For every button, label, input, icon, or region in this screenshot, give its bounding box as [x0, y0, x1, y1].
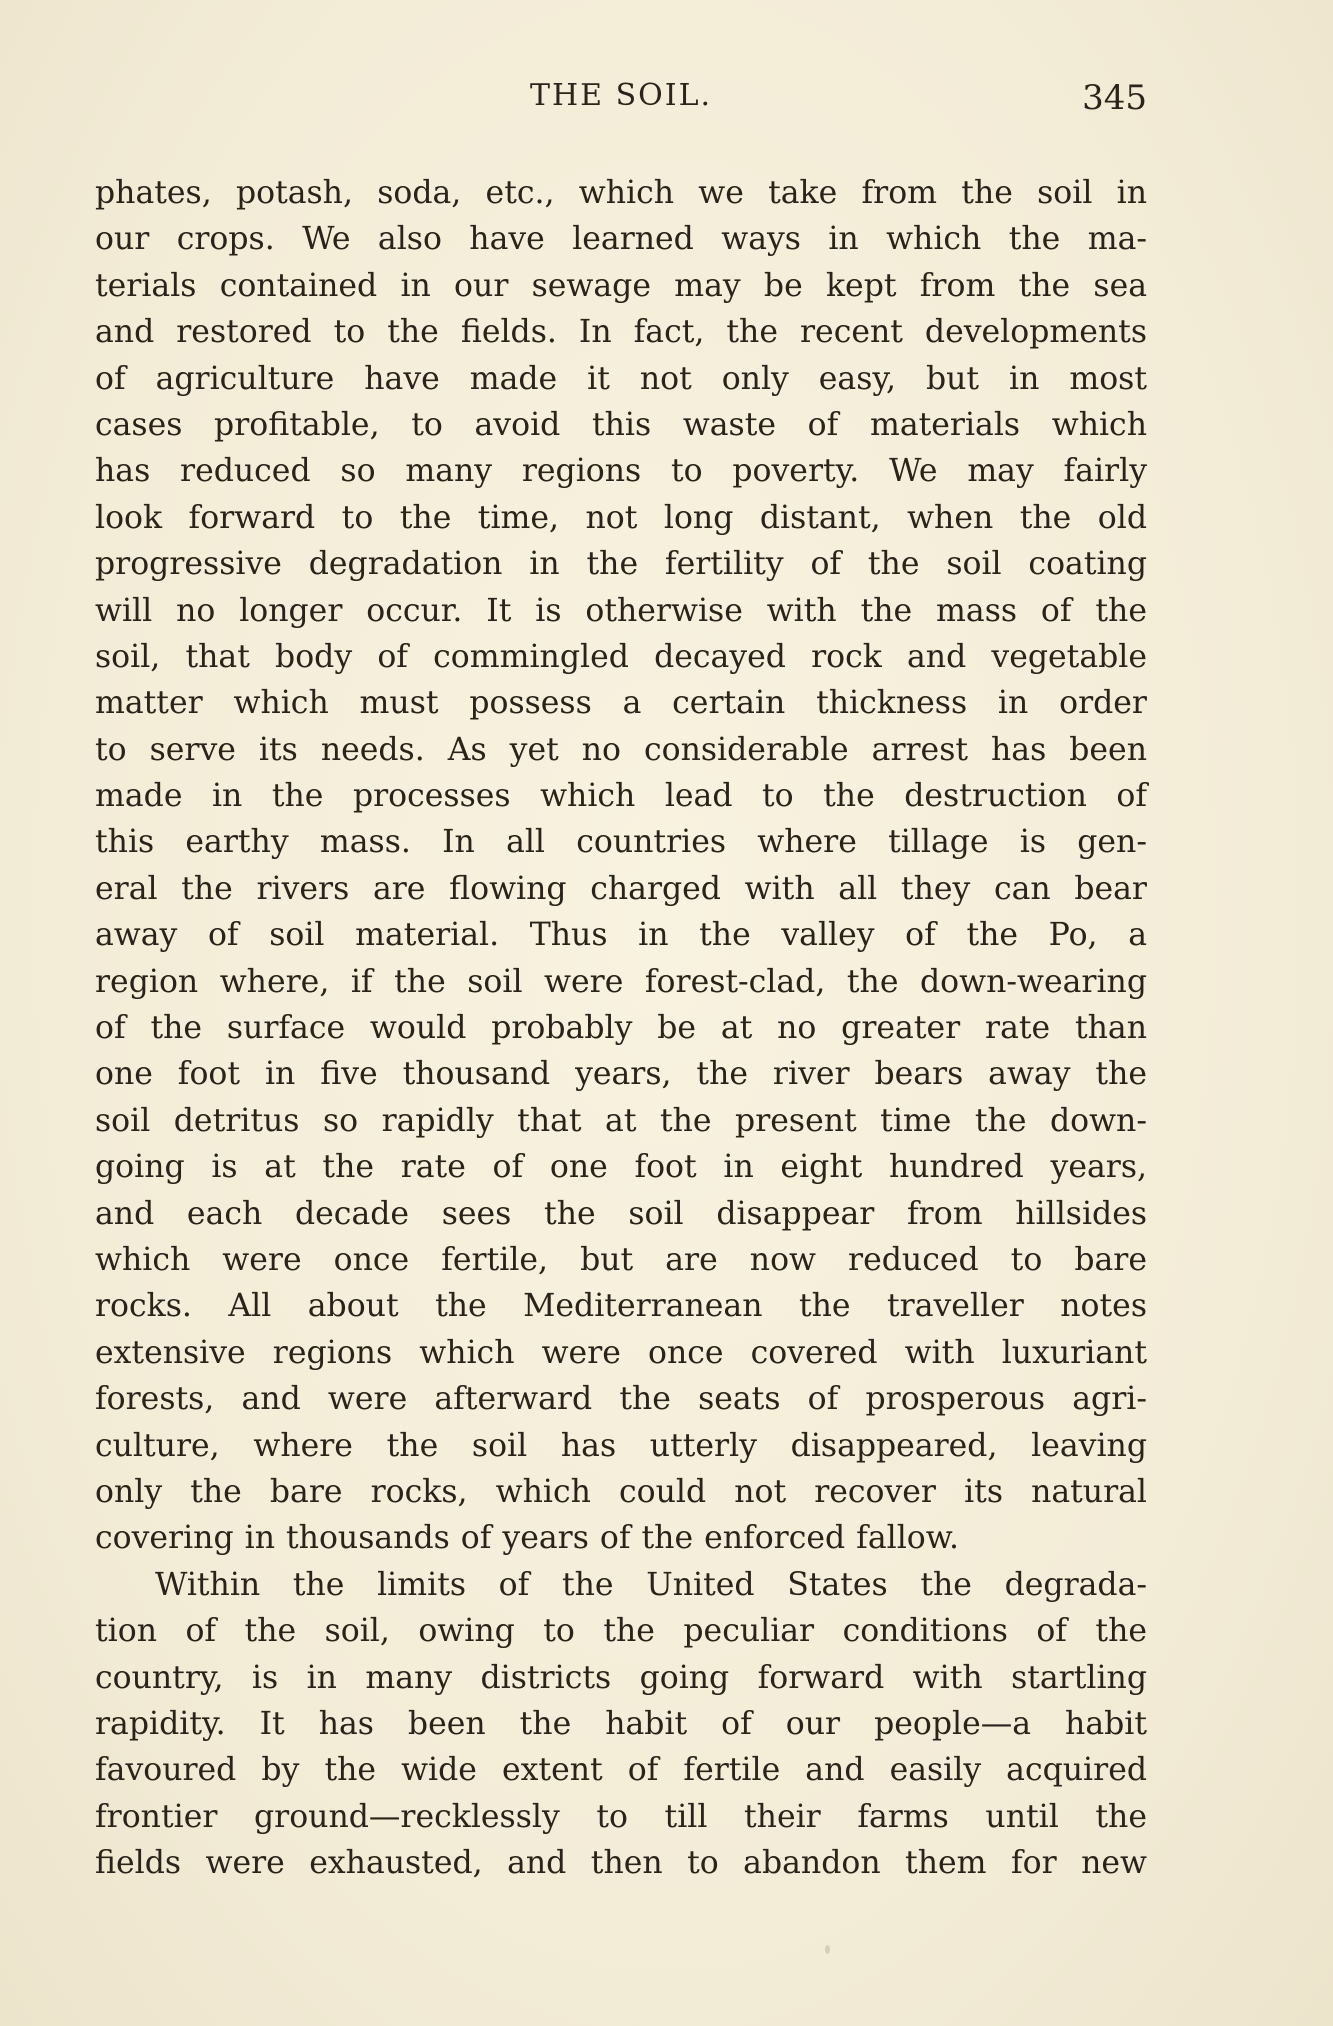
text-line: has reduced so many regions to poverty. We may fairly — [95, 453, 1147, 490]
text-line: terials contained in our sewage may be kept from the sea — [95, 267, 1147, 304]
text-line: of agriculture have made it not only easy, but in most — [95, 360, 1147, 397]
text-line: extensive regions which were once covered with luxuriant — [95, 1334, 1147, 1371]
text-line: rocks. All about the Mediterranean the traveller notes — [95, 1288, 1147, 1325]
text-line: phates, potash, soda, etc., which we take from the soil in — [95, 175, 1147, 211]
text-line: this earthy mass. In all countries where tillage is gen- — [95, 824, 1147, 861]
paragraph-end-line: covering in thousands of years of the enforced fallow. — [95, 1520, 959, 1557]
text-line: favoured by the wide extent of fertile and easily acquired — [95, 1752, 1147, 1789]
text-line: which were once fertile, but are now reduced to bare — [95, 1241, 1147, 1278]
text-line: our crops. We also have learned ways in which the ma- — [95, 221, 1147, 258]
text-line: will no longer occur. It is otherwise with the mass of the — [95, 592, 1147, 629]
text-line: soil detritus so rapidly that at the present time the down- — [95, 1102, 1147, 1139]
text-line: frontier ground—recklessly to till their farms until the — [95, 1798, 1147, 1835]
text-line: going is at the rate of one foot in eight hundred years, — [95, 1149, 1147, 1186]
text-line: culture, where the soil has utterly disappeared, leaving — [95, 1427, 1147, 1464]
text-line: and restored to the fields. In fact, the recent developments — [95, 314, 1147, 351]
text-line: region where, if the soil were forest-clad, the down-wearing — [95, 963, 1147, 1000]
text-line: look forward to the time, not long distant, when the old — [95, 499, 1147, 536]
text-line: country, is in many districts going forward with startling — [95, 1659, 1147, 1696]
running-title: THE SOIL. — [529, 78, 713, 113]
running-head — [95, 78, 1147, 128]
text-line: fields were exhausted, and then to abandon them for new — [95, 1845, 1147, 1882]
text-line: soil, that body of commingled decayed rock and vegetable — [95, 638, 1147, 675]
text-line: eral the rivers are flowing charged with all they can bear — [95, 870, 1147, 907]
page-number: 345 — [1082, 78, 1147, 118]
body-text — [95, 170, 1147, 1886]
paper-smudge — [825, 1945, 830, 1954]
text-line: to serve its needs. As yet no considerable arrest has been — [95, 731, 1147, 768]
text-line: and each decade sees the soil disappear from hillsides — [95, 1195, 1147, 1232]
text-line: one foot in five thousand years, the river bears away the — [95, 1056, 1147, 1093]
text-line: tion of the soil, owing to the peculiar conditions of the — [95, 1613, 1147, 1650]
text-line: made in the processes which lead to the destruction of — [95, 778, 1147, 815]
text-line: cases profitable, to avoid this waste of materials which — [95, 406, 1147, 443]
text-line: of the surface would probably be at no greater rate than — [95, 1010, 1147, 1047]
text-line: away of soil material. Thus in the valley of the Po, a — [95, 917, 1147, 954]
text-line: only the bare rocks, which could not recover its natural — [95, 1473, 1147, 1510]
text-line: forests, and were afterward the seats of prosperous agri- — [95, 1381, 1147, 1418]
text-line: progressive degradation in the fertility of the soil coating — [95, 546, 1147, 583]
text-line: rapidity. It has been the habit of our people—a habit — [95, 1705, 1147, 1742]
text-line: matter which must possess a certain thickness in order — [95, 685, 1147, 722]
paragraph-start-line: Within the limits of the United States the degrada- — [155, 1566, 1147, 1603]
